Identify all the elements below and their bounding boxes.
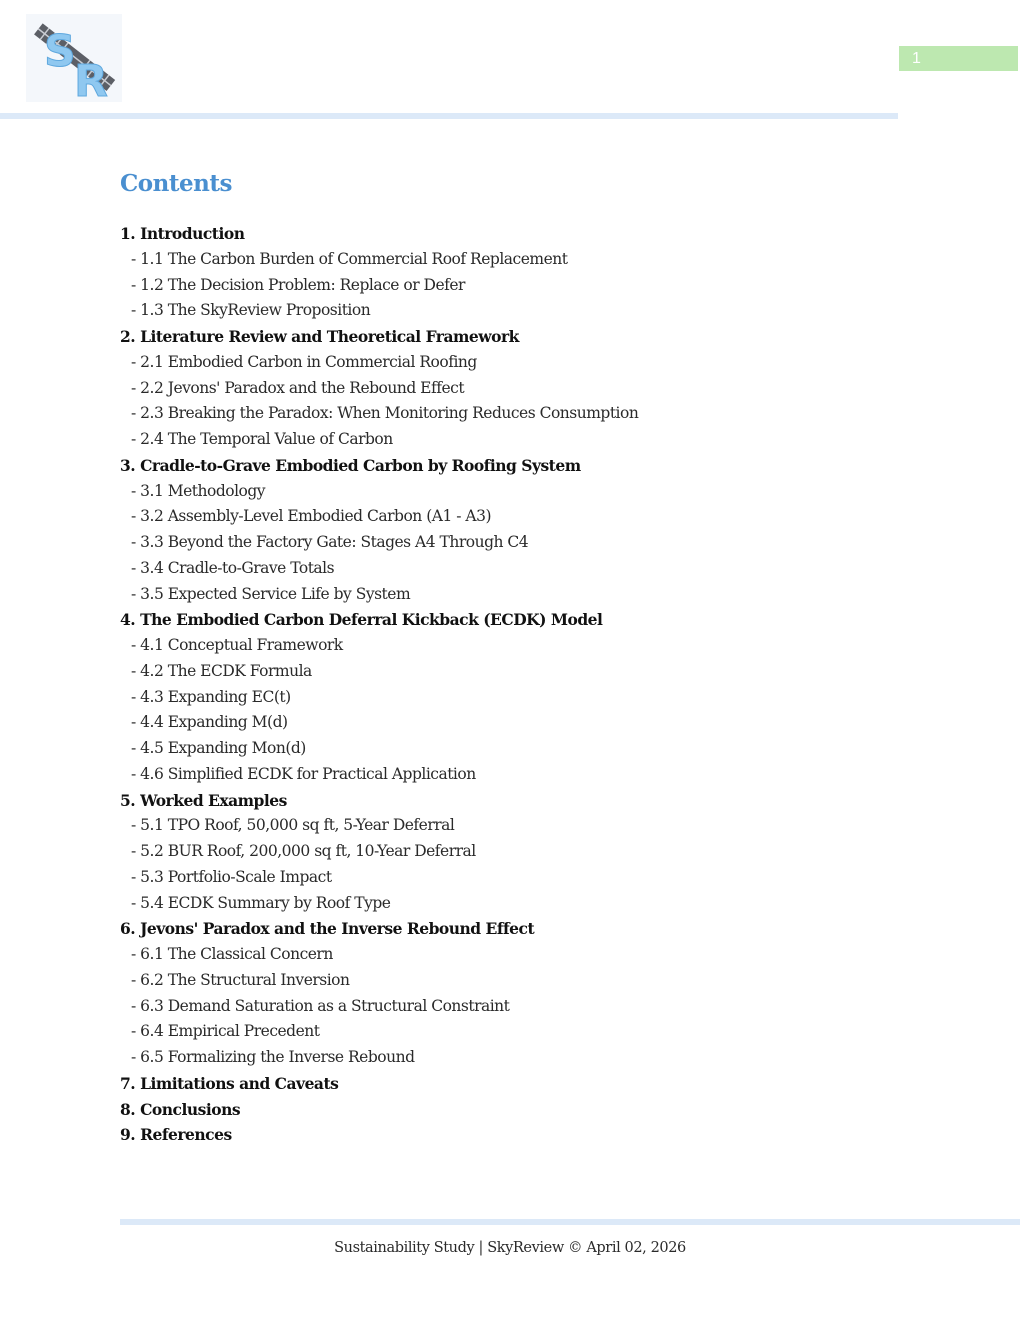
footer-text: Sustainability Study | SkyReview © April 02, 2026 [334, 1240, 686, 1256]
svg-text:S: S [44, 26, 76, 77]
toc-section-entry[interactable]: 8. Conclusions [120, 1099, 241, 1119]
toc-section-entry[interactable]: 1. Introduction [120, 224, 245, 243]
toc-subsection-entry[interactable]: - 4.4 Expanding M(d) [131, 713, 288, 732]
svg-text:R: R [74, 56, 108, 102]
toc-section-entry[interactable]: 9. References [120, 1125, 232, 1145]
toc-subsection-entry[interactable]: - 6.2 The Structural Inversion [131, 970, 350, 989]
header-divider [0, 113, 898, 119]
toc-subsection-entry[interactable]: - 1.3 The SkyReview Proposition [131, 301, 371, 320]
toc-subsection-entry[interactable]: - 3.5 Expected Service Life by System [131, 584, 411, 603]
toc-subsection-entry[interactable]: - 2.4 The Temporal Value of Carbon [131, 430, 393, 448]
toc-section-entry[interactable]: 2. Literature Review and Theoretical Framework [120, 327, 519, 346]
toc-subsection-entry[interactable]: - 6.4 Empirical Precedent [131, 1022, 320, 1041]
table-of-contents [120, 221, 880, 1148]
toc-subsection-entry[interactable]: - 4.1 Conceptual Framework [131, 636, 343, 654]
toc-section-entry[interactable]: 3. Cradle-to-Grave Embodied Carbon by Roofing System [120, 455, 581, 475]
toc-section-entry[interactable]: 5. Worked Examples [120, 790, 287, 810]
sr-satellite-logo-icon [26, 14, 122, 102]
toc-subsection-entry[interactable]: - 5.1 TPO Roof, 50,000 sq ft, 5-Year Deferral [131, 816, 455, 835]
toc-section-entry[interactable]: 4. The Embodied Carbon Deferral Kickback (ECDK) Model [120, 610, 603, 630]
toc-subsection-entry[interactable]: - 4.5 Expanding Mon(d) [131, 739, 306, 757]
page-number-badge: 1 [899, 46, 1018, 71]
toc-subsection-entry[interactable]: - 4.2 The ECDK Formula [131, 661, 312, 680]
toc-subsection-entry[interactable]: - 4.6 Simplified ECDK for Practical Application [131, 764, 476, 783]
toc-subsection-entry[interactable]: - 1.1 The Carbon Burden of Commercial Roof Replacement [131, 249, 568, 268]
toc-title: Contents [120, 170, 232, 197]
toc-subsection-entry[interactable]: - 2.2 Jevons' Paradox and the Rebound Effect [131, 378, 465, 397]
toc-subsection-entry[interactable]: - 3.1 Methodology [131, 481, 266, 500]
toc-section-entry[interactable]: 6. Jevons' Paradox and the Inverse Rebound Effect [120, 919, 535, 939]
toc-subsection-entry[interactable]: - 1.2 The Decision Problem: Replace or Defer [131, 275, 465, 294]
toc-subsection-entry[interactable]: - 3.2 Assembly-Level Embodied Carbon (A1 - A3) [131, 507, 492, 526]
toc-subsection-entry[interactable]: - 3.3 Beyond the Factory Gate: Stages A4 Through C4 [131, 533, 529, 551]
toc-subsection-entry[interactable]: - 5.4 ECDK Summary by Roof Type [131, 893, 391, 912]
toc-subsection-entry[interactable]: - 5.2 BUR Roof, 200,000 sq ft, 10-Year Deferral [131, 842, 476, 860]
toc-section-entry[interactable]: 7. Limitations and Caveats [120, 1073, 339, 1093]
toc-subsection-entry[interactable]: - 3.4 Cradle-to-Grave Totals [131, 558, 335, 577]
toc-subsection-entry[interactable]: - 5.3 Portfolio-Scale Impact [131, 867, 332, 886]
toc-subsection-entry[interactable]: - 4.3 Expanding EC(t) [131, 687, 291, 706]
toc-subsection-entry[interactable]: - 6.3 Demand Saturation as a Structural Constraint [131, 996, 510, 1015]
toc-subsection-entry[interactable]: - 6.1 The Classical Concern [131, 945, 333, 963]
toc-subsection-entry[interactable]: - 2.1 Embodied Carbon in Commercial Roofing [131, 352, 477, 371]
toc-subsection-entry[interactable]: - 2.3 Breaking the Paradox: When Monitoring Reduces Consumption [131, 404, 639, 423]
footer-divider [120, 1219, 1020, 1225]
toc-subsection-entry[interactable]: - 6.5 Formalizing the Inverse Rebound [131, 1048, 415, 1066]
